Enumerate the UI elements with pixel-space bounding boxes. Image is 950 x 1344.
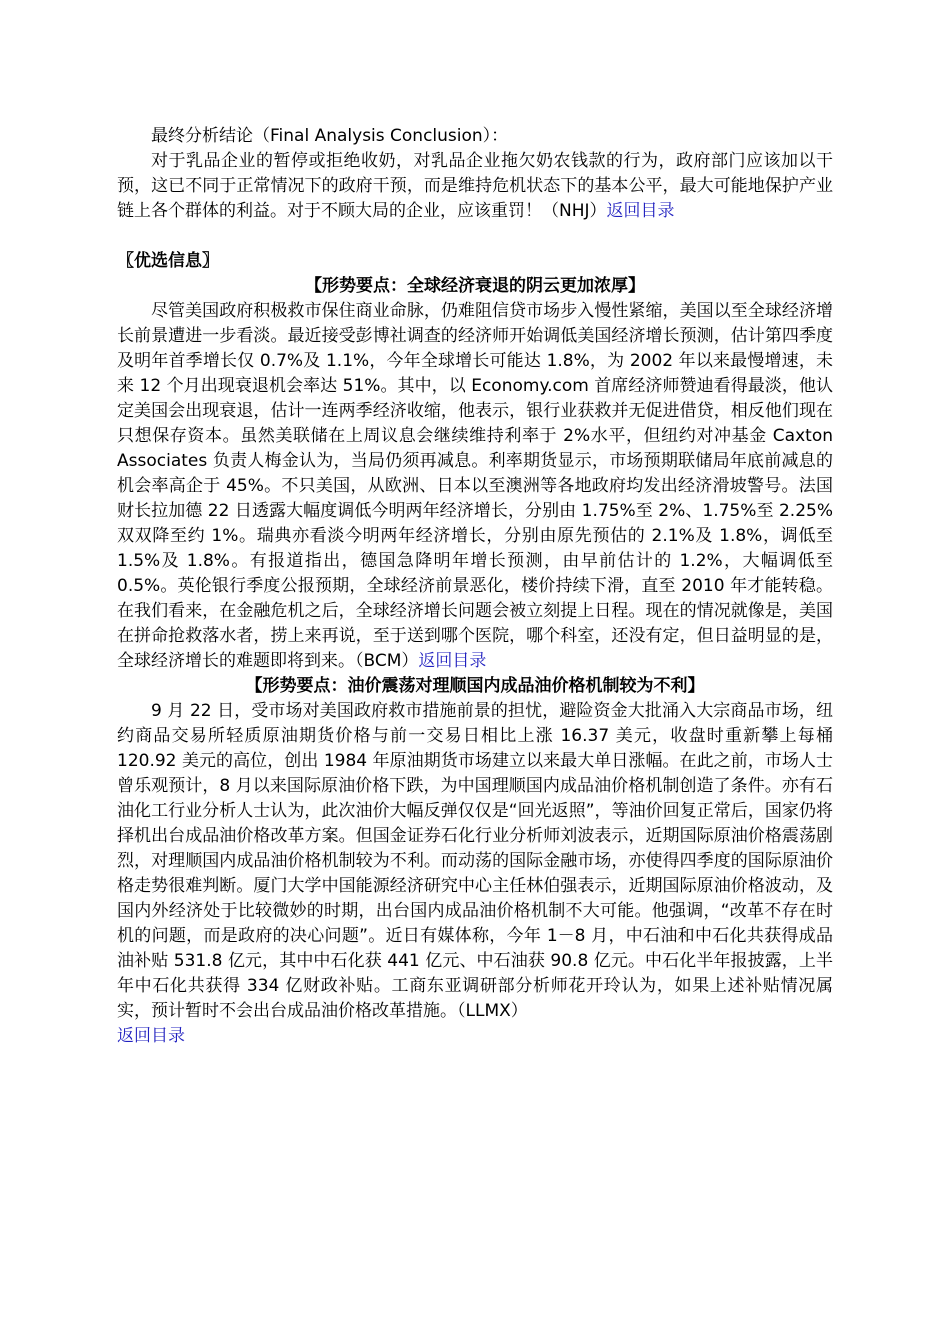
spacer: [117, 224, 833, 249]
article-paragraph: [117, 299, 833, 674]
back-to-contents-link[interactable]: 返回目录: [117, 1026, 185, 1046]
article-heading: 【形势要点：全球经济衰退的阴云更加浓厚】: [305, 276, 645, 296]
article-body: 尽管美国政府积极救市保住商业命脉，仍难阻信贷市场步入慢性紧缩，美国以至全球经济增长前景遭进一步看淡。最近接受彭博社调查的经济师开始调低美国经济增长预测，估计第四季度及明年首季增长仅 0.7%及 1.1%，今年全球增长可能达 1.8%，为 2002 年以来最慢增速，未来 12 个月出现衰退机会率达 51%。其中，以 Economy.com 首席经济师赞迪看得最淡，他认定美国会出现衰退，估计一连两季经济收缩，他表示，银行业获救并无促进借贷，相反他们现在只想保存资本。虽然美联储在上周议息会继续维持利率于 2%水平，但纽约对冲基金 Caxton Associates 负责人梅金认为，当局仍须再减息。利率期货显示，市场预期联储局年底前减息的机会率高企于 45%。不只美国，从欧洲、日本以至澳洲等各地政府均发出经济滑坡警号。法国财长拉加德 22 日透露大幅度调低今明两年经济增长，分别由 1.75%至 2%、1.75%至 2.25%双双降至约 1%。瑞典亦看淡今明两年经济增长，分别由原先预估的 2.1%及 1.8%，调低至 1.5%及 1.8%。有报道指出，德国急降明年增长预测，由早前估计的 1.2%，大幅调低至 0.5%。英伦银行季度公报预期，全球经济前景恶化，楼价持续下滑，直至 2010 年才能转稳。在我们看来，在金融危机之后，全球经济增长问题会被立刻提上日程。现在的情况就像是，美国在拼命抢救落水者，捞上来再说，至于送到哪个医院，哪个科室，还没有定，但日益明显的是，全球经济增长的难题即将到来。（BCM）: [117, 301, 833, 671]
article-paragraph: [117, 699, 833, 1024]
back-to-contents-link[interactable]: 返回目录: [606, 201, 675, 221]
section-label: 〖优选信息〗: [117, 251, 219, 271]
back-to-contents-link[interactable]: 返回目录: [418, 651, 487, 671]
article-body: 9 月 22 日，受市场对美国政府救市措施前景的担忧，避险资金大批涌入大宗商品市场，纽约商品交易所轻质原油期货价格与前一交易日相比上涨 16.37 美元，收盘时重新攀上每桶 120.92 美元的高位，创出 1984 年原油期货市场建立以来最大单日涨幅。在此之前，市场人士曾乐观预计，8 月以来国际原油价格下跌，为中国理顺国内成品油价格机制创造了条件。亦有石油化工行业分析人士认为，此次油价大幅反弹仅仅是“回光返照”，等油价回复正常后，国家仍将择机出台成品油价格改革方案。但国金证券石化行业分析师刘波表示，近期国际原油价格震荡剧烈，对理顺国内成品油价格机制较为不利。而动荡的国际金融市场，亦使得四季度的国际原油价格走势很难判断。厦门大学中国能源经济研究中心主任林伯强表示，近期国际原油价格波动，及国内外经济处于比较微妙的时期，出台国内成品油价格机制不大可能。他强调，“改革不存在时机的问题，而是政府的决心问题”。近日有媒体称，今年 1－8 月，中石油和中石化共获得成品油补贴 531.8 亿元，其中中石化获 441 亿元、中石油获 90.8 亿元。中石化半年报披露，上半年中石化共获得 334 亿财政补贴。工商东亚调研部分析师花开玲认为，如果上述补贴情况属实，预计暂时不会出台成品油价格改革措施。（LLMX）: [117, 701, 833, 1021]
link-line: [117, 1024, 833, 1049]
article-heading: 【形势要点：油价震荡对理顺国内成品油价格机制较为不利】: [245, 676, 705, 696]
conclusion-paragraph: [117, 149, 833, 224]
conclusion-body: 对于乳品企业的暂停或拒绝收奶，对乳品企业拖欠奶农钱款的行为，政府部门应该加以干预，这已不同于正常情况下的政府干预，而是维持危机状态下的基本公平，最大可能地保护产业链上各个群体的利益。对于不顾大局的企业，应该重罚！（NHJ）: [117, 151, 833, 221]
conclusion-title: 最终分析结论（Final Analysis Conclusion）：: [151, 126, 509, 146]
document-page: [117, 124, 833, 1049]
